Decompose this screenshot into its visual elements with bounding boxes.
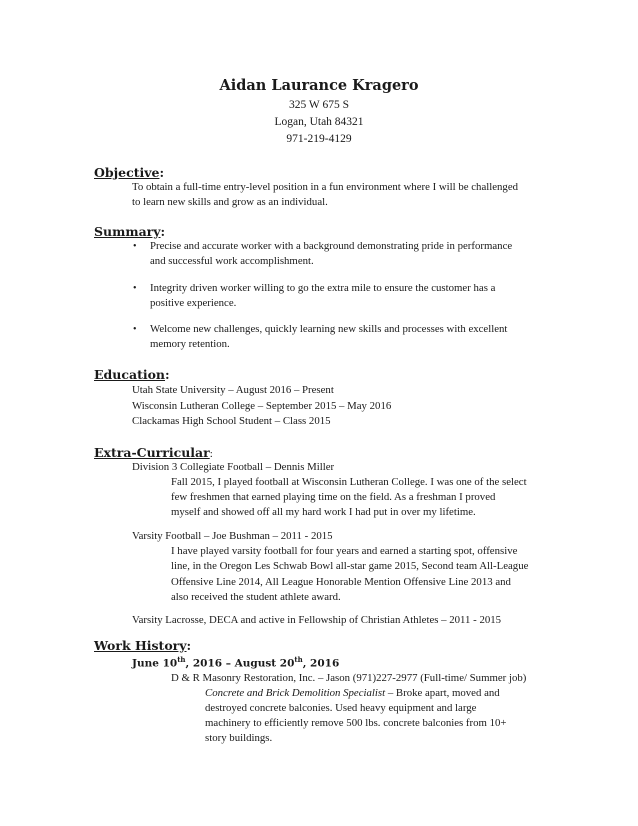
job-description-line: destroyed concrete balconies. Used heavy equipment and large <box>205 702 477 714</box>
education-heading-wrap <box>94 366 170 384</box>
summary-item-line: memory retention. <box>150 338 230 350</box>
activity-description-line: Fall 2015, I played football at Wisconsin Lutheran College. I was one of the select <box>171 476 527 488</box>
education-colon: : <box>165 367 170 382</box>
work-history-heading: Work History <box>94 638 187 653</box>
address-line-2: Logan, Utah 84321 <box>274 116 364 128</box>
bullet-icon: • <box>133 283 137 294</box>
job-description-line: story buildings. <box>205 732 273 744</box>
activity-description-line: few freshmen that earned playing time on the field. As a freshman I proved <box>171 491 496 503</box>
summary-item-line: positive experience. <box>150 297 237 309</box>
job-role-rest: – Broke apart, moved and <box>385 687 500 699</box>
education-entry: Clackamas High School Student – Class 2015 <box>132 415 331 427</box>
summary-item-line: and successful work accomplishment. <box>150 255 314 267</box>
summary-item-line: Integrity driven worker willing to go the extra mile to ensure the customer has a <box>150 282 496 294</box>
activity-description-line: I have played varsity football for four years and earned a starting spot, offensive <box>171 545 518 557</box>
job-date-mid: , 2016 – August 20 <box>185 657 295 670</box>
objective-heading: Objective <box>94 165 160 180</box>
employer-line: D & R Masonry Restoration, Inc. – Jason (971)227-2977 (Full-time/ Summer job) <box>171 672 527 684</box>
bullet-icon: • <box>133 241 137 252</box>
activity-description-line: myself and showed off all my hard work I had put in over my lifetime. <box>171 506 476 518</box>
candidate-name: Aidan Laurance Kragero <box>219 77 419 94</box>
activity-description-line: also received the student athlete award. <box>171 591 341 603</box>
summary-item-line: Precise and accurate worker with a background demonstrating pride in performance <box>150 240 513 252</box>
ordinal-suffix: th <box>294 655 303 664</box>
bullet-icon: • <box>133 324 137 335</box>
objective-line: to learn new skills and grow as an individual. <box>132 196 328 208</box>
phone-number: 971-219-4129 <box>286 133 352 145</box>
activity-title: Varsity Football – Joe Bushman – 2011 - 2015 <box>132 530 333 542</box>
education-heading: Education <box>94 367 166 382</box>
education-entry: Utah State University – August 2016 – Present <box>132 384 334 396</box>
work-heading-wrap <box>94 637 191 655</box>
job-date-end: , 2016 <box>302 657 340 670</box>
work-colon: : <box>186 638 192 653</box>
extra-colon: : <box>209 448 213 460</box>
job-date-start: June 10 <box>132 657 178 670</box>
extra-curricular-heading: Extra-Curricular <box>94 445 210 460</box>
summary-colon: : <box>160 224 166 239</box>
objective-line: To obtain a full-time entry-level position in a fun environment where I will be challenged <box>132 181 519 193</box>
job-description-line: machinery to efficiently remove 500 lbs. concrete balconies from 10+ <box>205 717 507 729</box>
activity-description-line: line, in the Oregon Les Schwab Bowl all-star game 2015, Second team All-League <box>171 560 529 572</box>
summary-heading: Summary <box>94 224 161 239</box>
job-role-line <box>205 686 500 702</box>
education-entry: Wisconsin Lutheran College – September 2015 – May 2016 <box>132 400 392 412</box>
activity-description-line: Offensive Line 2014, All League Honorable Mention Offensive Line 2013 and <box>171 576 511 588</box>
job-role: Concrete and Brick Demolition Specialist <box>205 687 386 699</box>
objective-colon: : <box>159 165 165 180</box>
job-dates <box>132 655 339 670</box>
ordinal-suffix: th <box>177 655 186 664</box>
activity-title: Varsity Lacrosse, DECA and active in Fellowship of Christian Athletes – 2011 - 2015 <box>132 614 502 626</box>
summary-item-line: Welcome new challenges, quickly learning new skills and processes with excellent <box>150 323 508 335</box>
address-line-1: 325 W 675 S <box>289 99 349 111</box>
activity-title: Division 3 Collegiate Football – Dennis Miller <box>132 461 335 473</box>
